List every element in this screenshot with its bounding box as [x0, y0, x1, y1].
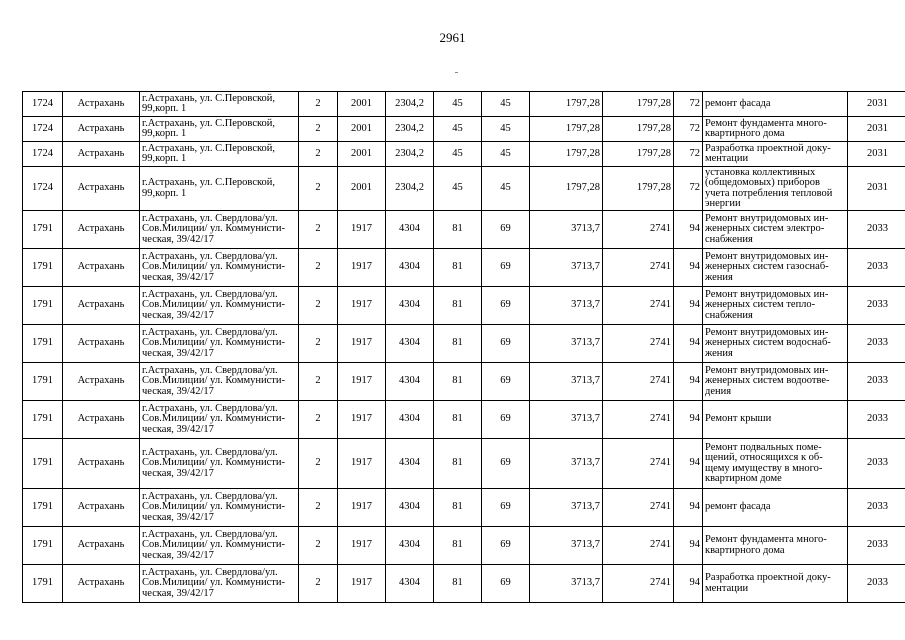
living-area-cell: 3713,7 [530, 363, 603, 401]
work-type-cell: ремонт фасада [703, 92, 848, 117]
entrances-cell: 69 [482, 211, 530, 249]
residential-area-cell: 1797,28 [603, 92, 674, 117]
floors-cell: 2 [299, 92, 338, 117]
city-cell: Астрахань [63, 211, 140, 249]
work-type-cell: Ремонт внутридомовых ин-женерных систем электро-снабжения [703, 211, 848, 249]
planned-year-cell: 2031 [848, 167, 905, 211]
residential-area-cell: 2741 [603, 527, 674, 565]
work-type-cell: Разработка проектной доку-ментации [703, 565, 848, 603]
residents-cell: 94 [674, 211, 703, 249]
residents-cell: 94 [674, 363, 703, 401]
build-year-cell: 2001 [338, 117, 386, 142]
address-cell: г.Астрахань, ул. Свердлова/ул. Сов.Милиции/ ул. Коммунисти-ческая, 39/42/17 [140, 527, 299, 565]
planned-year-cell: 2031 [848, 117, 905, 142]
total-area-cell: 4304 [386, 565, 434, 603]
residential-area-cell: 2741 [603, 401, 674, 439]
build-year-cell: 2001 [338, 167, 386, 211]
residential-area-cell: 2741 [603, 287, 674, 325]
total-area-cell: 4304 [386, 363, 434, 401]
object-id-cell: 1791 [23, 401, 63, 439]
entrances-cell: 45 [482, 142, 530, 167]
apartments-cell: 45 [434, 167, 482, 211]
address-cell: г.Астрахань, ул. Свердлова/ул. Сов.Милиции/ ул. Коммунисти-ческая, 39/42/17 [140, 325, 299, 363]
total-area-cell: 2304,2 [386, 142, 434, 167]
entrances-cell: 45 [482, 167, 530, 211]
table-row [23, 249, 905, 287]
planned-year-cell: 2033 [848, 249, 905, 287]
scan-mark [455, 72, 458, 73]
planned-year-cell: 2033 [848, 527, 905, 565]
table-row [23, 489, 905, 527]
address-cell: г.Астрахань, ул. С.Перовской, 99,корп. 1 [140, 117, 299, 142]
planned-year-cell: 2033 [848, 363, 905, 401]
apartments-cell: 81 [434, 489, 482, 527]
address-cell: г.Астрахань, ул. Свердлова/ул. Сов.Милиции/ ул. Коммунисти-ческая, 39/42/17 [140, 287, 299, 325]
city-cell: Астрахань [63, 439, 140, 489]
entrances-cell: 69 [482, 565, 530, 603]
build-year-cell: 1917 [338, 363, 386, 401]
city-cell: Астрахань [63, 249, 140, 287]
build-year-cell: 1917 [338, 401, 386, 439]
total-area-cell: 4304 [386, 527, 434, 565]
living-area-cell: 3713,7 [530, 527, 603, 565]
table-row [23, 287, 905, 325]
apartments-cell: 81 [434, 287, 482, 325]
object-id-cell: 1724 [23, 167, 63, 211]
floors-cell: 2 [299, 527, 338, 565]
work-type-cell: Ремонт внутридомовых ин-женерных систем газоснаб-жения [703, 249, 848, 287]
living-area-cell: 3713,7 [530, 211, 603, 249]
city-cell: Астрахань [63, 325, 140, 363]
apartments-cell: 81 [434, 401, 482, 439]
apartments-cell: 45 [434, 117, 482, 142]
residential-area-cell: 2741 [603, 249, 674, 287]
object-id-cell: 1791 [23, 325, 63, 363]
table-row [23, 142, 905, 167]
living-area-cell: 3713,7 [530, 249, 603, 287]
residential-area-cell: 2741 [603, 325, 674, 363]
build-year-cell: 1917 [338, 439, 386, 489]
address-cell: г.Астрахань, ул. Свердлова/ул. Сов.Милиции/ ул. Коммунисти-ческая, 39/42/17 [140, 249, 299, 287]
residents-cell: 94 [674, 325, 703, 363]
build-year-cell: 1917 [338, 249, 386, 287]
residents-cell: 94 [674, 249, 703, 287]
residents-cell: 72 [674, 117, 703, 142]
planned-year-cell: 2033 [848, 439, 905, 489]
address-cell: г.Астрахань, ул. Свердлова/ул. Сов.Милиции/ ул. Коммунисти-ческая, 39/42/17 [140, 439, 299, 489]
city-cell: Астрахань [63, 117, 140, 142]
residents-cell: 72 [674, 167, 703, 211]
object-id-cell: 1791 [23, 489, 63, 527]
floors-cell: 2 [299, 249, 338, 287]
total-area-cell: 4304 [386, 325, 434, 363]
build-year-cell: 2001 [338, 92, 386, 117]
residents-cell: 94 [674, 401, 703, 439]
residents-cell: 72 [674, 92, 703, 117]
city-cell: Астрахань [63, 167, 140, 211]
work-type-cell: Ремонт подвальных поме-щений, относящихся к об-щему имуществу в много-квартирном доме [703, 439, 848, 489]
apartments-cell: 81 [434, 565, 482, 603]
floors-cell: 2 [299, 167, 338, 211]
entrances-cell: 69 [482, 489, 530, 527]
total-area-cell: 2304,2 [386, 92, 434, 117]
total-area-cell: 4304 [386, 489, 434, 527]
residential-area-cell: 2741 [603, 363, 674, 401]
build-year-cell: 1917 [338, 489, 386, 527]
living-area-cell: 3713,7 [530, 401, 603, 439]
city-cell: Астрахань [63, 401, 140, 439]
entrances-cell: 69 [482, 527, 530, 565]
city-cell: Астрахань [63, 363, 140, 401]
object-id-cell: 1791 [23, 211, 63, 249]
city-cell: Астрахань [63, 92, 140, 117]
living-area-cell: 1797,28 [530, 142, 603, 167]
residents-cell: 94 [674, 489, 703, 527]
address-cell: г.Астрахань, ул. С.Перовской, 99,корп. 1 [140, 92, 299, 117]
work-type-cell: Ремонт фундамента много-квартирного дома [703, 117, 848, 142]
object-id-cell: 1724 [23, 117, 63, 142]
work-type-cell: Разработка проектной доку-ментации [703, 142, 848, 167]
entrances-cell: 69 [482, 249, 530, 287]
residential-area-cell: 1797,28 [603, 167, 674, 211]
apartments-cell: 81 [434, 527, 482, 565]
table-row [23, 325, 905, 363]
planned-year-cell: 2031 [848, 142, 905, 167]
total-area-cell: 4304 [386, 401, 434, 439]
residential-area-cell: 1797,28 [603, 117, 674, 142]
planned-year-cell: 2033 [848, 325, 905, 363]
entrances-cell: 69 [482, 439, 530, 489]
residential-area-cell: 2741 [603, 211, 674, 249]
city-cell: Астрахань [63, 527, 140, 565]
object-id-cell: 1791 [23, 287, 63, 325]
floors-cell: 2 [299, 287, 338, 325]
apartments-cell: 81 [434, 363, 482, 401]
living-area-cell: 3713,7 [530, 325, 603, 363]
floors-cell: 2 [299, 363, 338, 401]
build-year-cell: 1917 [338, 287, 386, 325]
floors-cell: 2 [299, 565, 338, 603]
table-row [23, 211, 905, 249]
object-id-cell: 1791 [23, 439, 63, 489]
living-area-cell: 1797,28 [530, 167, 603, 211]
residents-cell: 94 [674, 439, 703, 489]
floors-cell: 2 [299, 439, 338, 489]
build-year-cell: 1917 [338, 527, 386, 565]
city-cell: Астрахань [63, 142, 140, 167]
floors-cell: 2 [299, 211, 338, 249]
residents-cell: 94 [674, 287, 703, 325]
entrances-cell: 45 [482, 117, 530, 142]
living-area-cell: 3713,7 [530, 287, 603, 325]
address-cell: г.Астрахань, ул. Свердлова/ул. Сов.Милиции/ ул. Коммунисти-ческая, 39/42/17 [140, 211, 299, 249]
apartments-cell: 81 [434, 211, 482, 249]
residents-cell: 94 [674, 565, 703, 603]
residential-area-cell: 2741 [603, 439, 674, 489]
work-type-cell: Ремонт внутридомовых ин-женерных систем водоотве-дения [703, 363, 848, 401]
floors-cell: 2 [299, 489, 338, 527]
address-cell: г.Астрахань, ул. Свердлова/ул. Сов.Милиции/ ул. Коммунисти-ческая, 39/42/17 [140, 401, 299, 439]
entrances-cell: 69 [482, 287, 530, 325]
floors-cell: 2 [299, 117, 338, 142]
residents-cell: 94 [674, 527, 703, 565]
work-type-cell: ремонт фасада [703, 489, 848, 527]
total-area-cell: 4304 [386, 211, 434, 249]
entrances-cell: 69 [482, 363, 530, 401]
residential-area-cell: 1797,28 [603, 142, 674, 167]
apartments-cell: 45 [434, 92, 482, 117]
work-type-cell: Ремонт внутридомовых ин-женерных систем тепло-снабжения [703, 287, 848, 325]
build-year-cell: 1917 [338, 211, 386, 249]
living-area-cell: 1797,28 [530, 92, 603, 117]
living-area-cell: 3713,7 [530, 565, 603, 603]
total-area-cell: 4304 [386, 249, 434, 287]
total-area-cell: 2304,2 [386, 167, 434, 211]
planned-year-cell: 2033 [848, 565, 905, 603]
table-row [23, 527, 905, 565]
repair-schedule-table [22, 91, 905, 603]
entrances-cell: 69 [482, 325, 530, 363]
planned-year-cell: 2033 [848, 489, 905, 527]
build-year-cell: 2001 [338, 142, 386, 167]
living-area-cell: 1797,28 [530, 117, 603, 142]
residential-area-cell: 2741 [603, 489, 674, 527]
table-row [23, 401, 905, 439]
address-cell: г.Астрахань, ул. С.Перовской, 99,корп. 1 [140, 142, 299, 167]
floors-cell: 2 [299, 401, 338, 439]
object-id-cell: 1724 [23, 142, 63, 167]
work-type-cell: Ремонт фундамента много-квартирного дома [703, 527, 848, 565]
work-type-cell: установка коллективных (общедомовых) приборов учета потребления тепловой энергии [703, 167, 848, 211]
city-cell: Астрахань [63, 489, 140, 527]
total-area-cell: 4304 [386, 287, 434, 325]
build-year-cell: 1917 [338, 565, 386, 603]
address-cell: г.Астрахань, ул. С.Перовской, 99,корп. 1 [140, 167, 299, 211]
table-row [23, 439, 905, 489]
planned-year-cell: 2033 [848, 211, 905, 249]
planned-year-cell: 2033 [848, 401, 905, 439]
total-area-cell: 2304,2 [386, 117, 434, 142]
table-row [23, 92, 905, 117]
planned-year-cell: 2033 [848, 287, 905, 325]
city-cell: Астрахань [63, 287, 140, 325]
entrances-cell: 45 [482, 92, 530, 117]
build-year-cell: 1917 [338, 325, 386, 363]
object-id-cell: 1791 [23, 249, 63, 287]
apartments-cell: 81 [434, 439, 482, 489]
residents-cell: 72 [674, 142, 703, 167]
address-cell: г.Астрахань, ул. Свердлова/ул. Сов.Милиции/ ул. Коммунисти-ческая, 39/42/17 [140, 363, 299, 401]
apartments-cell: 81 [434, 249, 482, 287]
living-area-cell: 3713,7 [530, 489, 603, 527]
address-cell: г.Астрахань, ул. Свердлова/ул. Сов.Милиции/ ул. Коммунисти-ческая, 39/42/17 [140, 565, 299, 603]
total-area-cell: 4304 [386, 439, 434, 489]
table-row [23, 117, 905, 142]
residential-area-cell: 2741 [603, 565, 674, 603]
page-number: 2961 [439, 30, 466, 45]
work-type-cell: Ремонт крыши [703, 401, 848, 439]
table-row [23, 167, 905, 211]
apartments-cell: 45 [434, 142, 482, 167]
planned-year-cell: 2031 [848, 92, 905, 117]
object-id-cell: 1791 [23, 527, 63, 565]
floors-cell: 2 [299, 325, 338, 363]
table-row [23, 565, 905, 603]
address-cell: г.Астрахань, ул. Свердлова/ул. Сов.Милиции/ ул. Коммунисти-ческая, 39/42/17 [140, 489, 299, 527]
entrances-cell: 69 [482, 401, 530, 439]
table-row [23, 363, 905, 401]
object-id-cell: 1724 [23, 92, 63, 117]
apartments-cell: 81 [434, 325, 482, 363]
living-area-cell: 3713,7 [530, 439, 603, 489]
floors-cell: 2 [299, 142, 338, 167]
object-id-cell: 1791 [23, 565, 63, 603]
work-type-cell: Ремонт внутридомовых ин-женерных систем водоснаб-жения [703, 325, 848, 363]
object-id-cell: 1791 [23, 363, 63, 401]
city-cell: Астрахань [63, 565, 140, 603]
